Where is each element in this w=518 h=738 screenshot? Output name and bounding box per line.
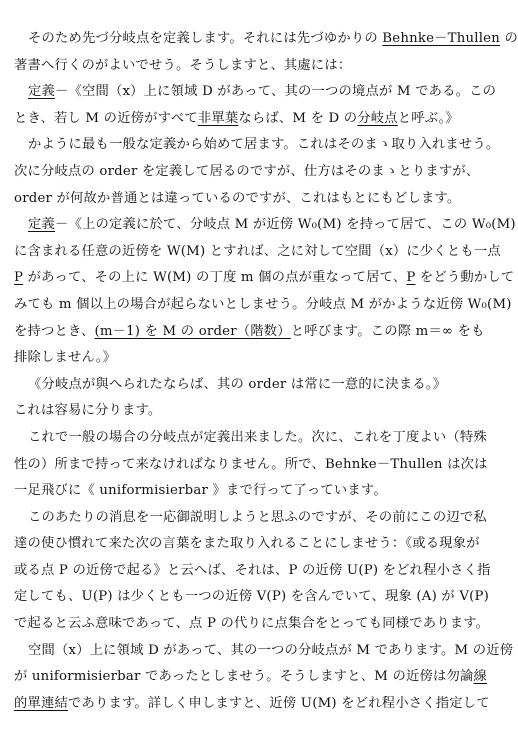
text-line [14,425,504,452]
text-segment: 次に分岐点の order を定義して居るのですが、仕方はそのまゝとりますが、 [14,163,480,179]
text-line [14,558,504,585]
underlined-text: 非單葉 [197,110,239,126]
text-segment: みても m 個以上の場合が起らないとしませう。分岐点 M がかような近傍 W₀(M) [14,296,512,312]
underlined-text: P [14,270,24,286]
text-segment: 空間（x）上に領域 D があって、其の一つの分岐点が M であります。M の近傍 [28,642,514,658]
text-line [14,372,504,399]
underlined-text: Behnke－Thullen [382,31,501,46]
text-segment: 一足飛びに《 uniformisierbar 》まで行って了っています。 [14,483,387,499]
text-line [14,345,504,372]
text-segment: をどう動かして [415,270,515,286]
text-segment: とき、若し M の近傍がすべて [14,110,198,126]
text-line [14,398,504,425]
text-line [14,79,504,106]
text-segment: －《上の定義に於て、分岐点 M が近傍 W₀(M) を持って居て、この W₀(M) [55,217,516,233]
text-segment: 性の）所まで持って来なければなりません。所で、Behnke－Thullen は次は [14,456,488,472]
text-segment: 達の使ひ慣れて来た次の言葉をまた取り入れることにしませう：《或る現象が [14,536,480,552]
text-line [14,478,504,505]
text-line [14,638,514,665]
underlined-text: P [406,270,416,286]
text-line [14,664,504,691]
text-line [14,265,515,292]
text-segment: が uniformisierbar であったとしませう。そうしますと、M の近傍は勿論 [14,669,474,685]
underlined-text: (m－1) を M の order（階数） [94,323,291,339]
text-segment: このあたりの消息を一応御説明しようと思ふのですが、その前にこの辺で私 [28,509,487,525]
text-segment: であります。詳しく申しますと、近傍 U(M) をどれ程小さく指定して [68,695,490,711]
text-line [14,132,504,159]
text-line [14,531,504,558]
underlined-text: 定義 [28,84,55,100]
text-segment: 或る点 P の近傍で起る》と云へば、それは、P の近傍 U(P) をどれ程小さく指 [14,562,491,578]
text-line [14,292,512,319]
text-segment: 《分岐点が與へられたならば、其の order は常に一意的に決まる。》 [28,376,447,392]
text-segment: を持つとき、 [14,323,95,339]
text-line [14,53,504,80]
underlined-text: 定義 [28,217,55,233]
text-segment: に含まれる任意の近傍を W(M) とすれば、之に対して空間（x）に少くとも一点 [14,243,501,259]
text-line [14,691,504,718]
text-segment: そのため先づ分岐点を定義します。それには先づゆかりの [28,31,383,46]
text-line [14,239,504,266]
text-segment: －《空間（x）上に領域 D があって、其の一つの境点が M である。この [55,84,497,100]
text-segment: と呼びます。この際 m＝∞ をも [290,323,485,339]
text-line [14,452,504,479]
text-segment: があって、その上に W(M) の丁度 m 個の点が重なって居て、 [23,270,407,286]
text-segment: 著書へ行くのがよいでせう。そうしますと、其處には： [14,57,352,73]
text-segment: と呼ぶ。》 [397,110,459,126]
text-line [14,611,504,638]
text-line [14,186,504,213]
text-segment: これは容易に分ります。 [14,403,162,419]
text-segment: で起ると云ふ意味であって、点 P の代りに点集合をとっても同様であります。 [14,616,490,632]
underlined-text: 線 [473,669,488,685]
underlined-text: 分岐点 [357,110,398,126]
text-segment: これで一般の場合の分岐点が定義出来ました。次に、これを丁度よい（特殊 [28,429,487,445]
text-line [14,505,504,532]
text-line [14,159,504,186]
text-line [14,319,504,346]
underlined-text: 的單連結 [14,695,68,711]
text-line [14,584,504,611]
text-line [14,26,518,53]
text-line [14,212,516,239]
text-line [14,106,504,133]
text-segment: 排除しません。》 [14,350,117,366]
text-segment: の [500,31,518,46]
text-segment: order が何故か普通とは違っているのですが、これはもとにもどします。 [14,190,461,206]
text-segment: 定しても、U(P) は少くとも一つの近傍 V(P) を含んでいて、現象 (A) が V(P) [14,589,490,605]
text-segment: ならば、M を D の [238,110,358,126]
text-segment: かように最も一般な定義から始めて居ます。これはそのまゝ取り入れませう。 [28,137,500,153]
